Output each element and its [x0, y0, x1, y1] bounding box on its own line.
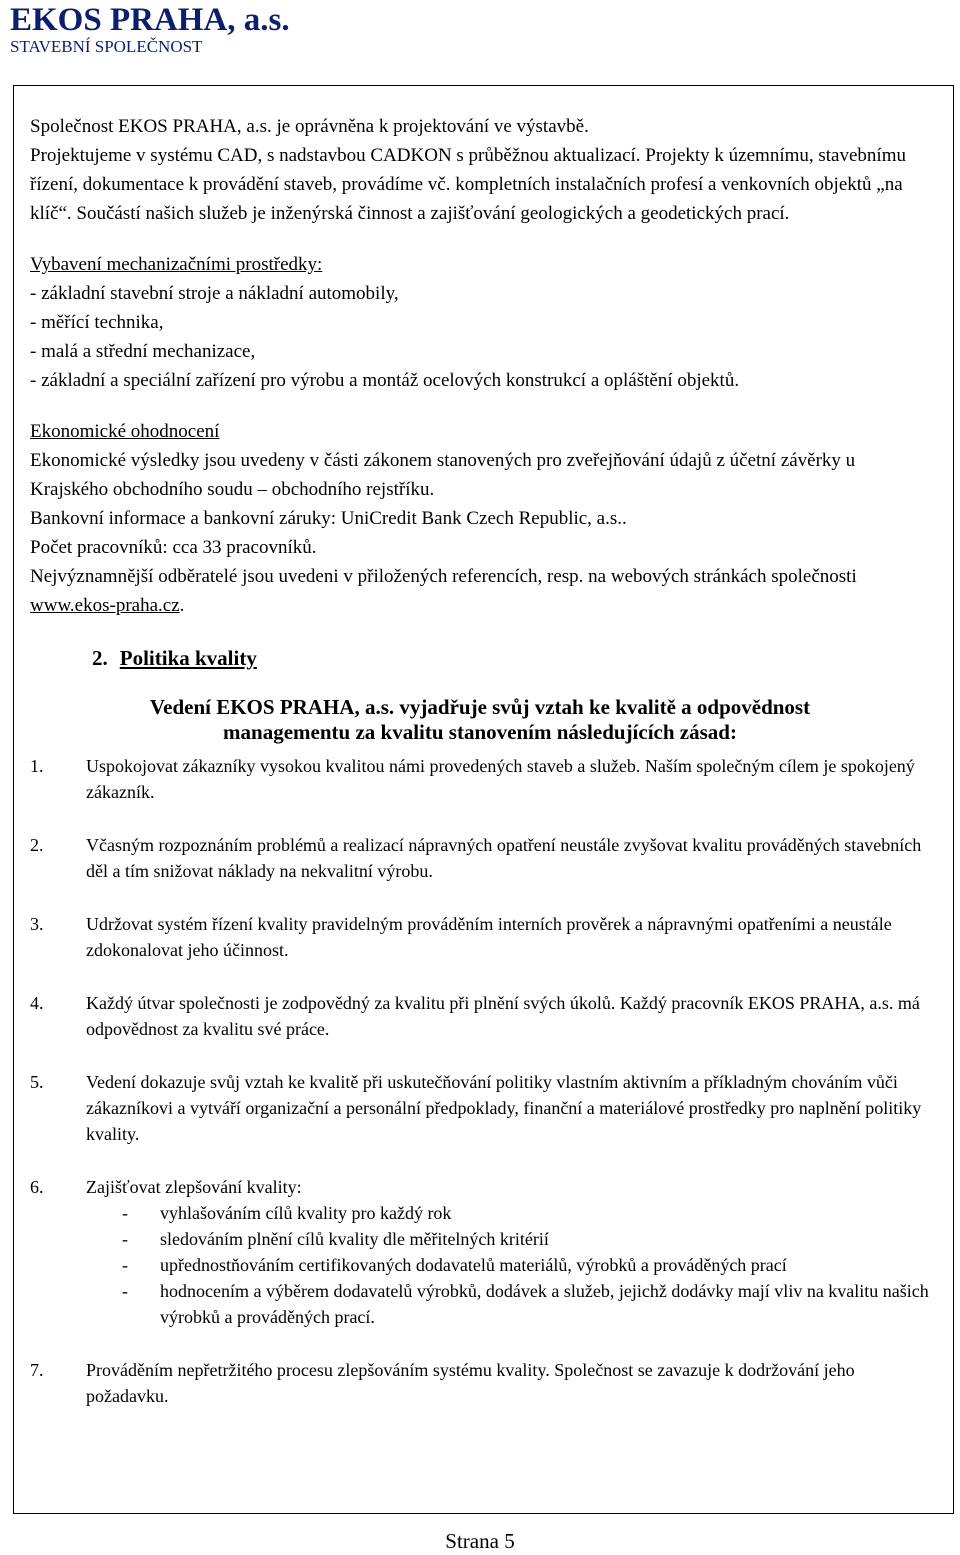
item-number: 4.: [30, 993, 44, 1013]
sub-item: [86, 1200, 930, 1226]
dash-bullet: -: [122, 1255, 128, 1275]
principles-list: [20, 753, 930, 1409]
company-name: EKOS PRAHA, a.s.: [10, 2, 290, 38]
section-number: 2.: [92, 646, 108, 670]
item-text: Uspokojovat zákazníky vysokou kvalitou námi provedených staveb a služeb. Naším společným cílem je spokojený zákazník.: [86, 756, 915, 802]
item-text: Prováděním nepřetržitého procesu zlepšováním systému kvality. Společnost se zavazuje k dodržování jeho požadavku.: [86, 1360, 855, 1406]
improvement-sublist: [86, 1200, 930, 1330]
item-text: Každý útvar společnosti je zodpovědný za kvalitu při plnění svých úkolů. Každý pracovník EKOS PRAHA, a.s. má odpovědnost za kvalitu své práce.: [86, 993, 920, 1039]
item-text: Včasným rozpoznáním problémů a realizací nápravných opatření neustále zvyšovat kvalitu prováděných stavebních děl a tím snižovat náklady na nekvalitní výrobu.: [86, 835, 922, 881]
bank-info: Bankovní informace a bankovní záruky: UniCredit Bank Czech Republic, a.s..: [30, 508, 627, 529]
company-subtitle: STAVEBNÍ SPOLEČNOST: [10, 37, 203, 56]
intro-line1: Společnost EKOS PRAHA, a.s. je oprávněna k projektování ve výstavbě.: [30, 116, 589, 137]
item-content: [86, 1174, 930, 1330]
sub-item-text: sledováním plnění cílů kvality dle měřitelných kritérií: [160, 1229, 549, 1249]
equipment-item: - malá a střední mechanizace,: [30, 341, 256, 362]
item-number: 7.: [30, 1360, 44, 1380]
sub-item: [86, 1252, 930, 1278]
economic-results: Ekonomické výsledky jsou uvedeny v části zákonem stanovených pro zveřejňování údajů z účetní závěrky u Krajského obchodního soudu – obchodního rejstříku.: [30, 450, 856, 500]
policy-lead-line2: managementu za kvalitu stanovením následujících zásad:: [223, 720, 737, 744]
page-number: Strana 5: [445, 1529, 515, 1553]
list-item: [20, 832, 930, 884]
equipment-title: Vybavení mechanizačními prostředky:: [30, 254, 323, 275]
equipment-item: - základní a speciální zařízení pro výrobu a montáž ocelových konstrukcí a opláštění objektů.: [30, 370, 740, 391]
dash-bullet: -: [122, 1229, 128, 1249]
list-item: [20, 1174, 930, 1330]
sub-item: [86, 1226, 930, 1252]
item-number: 6.: [30, 1177, 44, 1197]
section-heading: [92, 644, 930, 673]
list-item: [20, 911, 930, 963]
sub-item: [86, 1278, 930, 1330]
customers-text: Nejvýznamnější odběratelé jsou uvedeni v přiložených referencích, resp. na webových stránkách společnosti: [30, 566, 857, 587]
policy-lead-line1: Vedení EKOS PRAHA, a.s. vyjadřuje svůj vztah ke kvalitě a odpovědnost: [149, 695, 811, 719]
list-item: [20, 990, 930, 1042]
dash-bullet: -: [122, 1203, 128, 1223]
intro-paragraph: Projektujeme v systému CAD, s nadstavbou CADKON s průběžnou aktualizací. Projekty k územnímu, stavebnímu řízení, dokumentace k provádění staveb, provádíme vč. kompletních instalačních profesí a venkovních objektů „na klíč“. Součástí našich služeb je inženýrská činnost a zajišťování geologických a geodetických prací.: [30, 145, 906, 224]
customers-end: .: [179, 595, 185, 616]
list-item: [20, 1357, 930, 1409]
policy-lead: [30, 695, 930, 745]
economic-title: Ekonomické ohodnocení: [30, 421, 220, 442]
item-text: Vedení dokazuje svůj vztah ke kvalitě při uskutečňování politiky vlastním aktivním a příkladným chováním vůči zákazníkovi a vytváří organizační a personální předpoklady, finanční a materiálové prostředky pro naplnění politiky kvality.: [86, 1072, 922, 1144]
dash-bullet: -: [122, 1281, 128, 1301]
equipment-item: - základní stavební stroje a nákladní automobily,: [30, 283, 399, 304]
employee-count: Počet pracovníků: cca 33 pracovníků.: [30, 537, 317, 558]
equipment-item: - měřící technika,: [30, 312, 164, 333]
item-number: 3.: [30, 914, 44, 934]
document-body: [30, 112, 930, 1436]
document-header: [10, 2, 290, 56]
item-text: Udržovat systém řízení kvality pravidelným prováděním interních prověrek a nápravnými opatřeními a neustále zdokonalovat jeho účinnost.: [86, 914, 892, 960]
item-text: Zajišťovat zlepšování kvality:: [86, 1177, 302, 1197]
sub-item-text: hodnocením a výběrem dodavatelů výrobků, dodávek a služeb, jejichž dodávky mají vliv na kvalitu našich výrobků a prováděných prací.: [160, 1281, 929, 1327]
list-item: [20, 1069, 930, 1147]
item-number: 5.: [30, 1072, 44, 1092]
customers-paragraph: [30, 562, 930, 620]
sub-item-text: vyhlašováním cílů kvality pro každý rok: [160, 1203, 452, 1223]
section-title: Politika kvality: [119, 646, 257, 670]
website-link[interactable]: www.ekos-praha.cz: [30, 595, 180, 616]
item-number: 2.: [30, 835, 44, 855]
item-number: 1.: [30, 756, 44, 776]
list-item: [20, 753, 930, 805]
sub-item-text: upřednostňováním certifikovaných dodavatelů materiálů, výrobků a prováděných prací: [160, 1255, 787, 1275]
